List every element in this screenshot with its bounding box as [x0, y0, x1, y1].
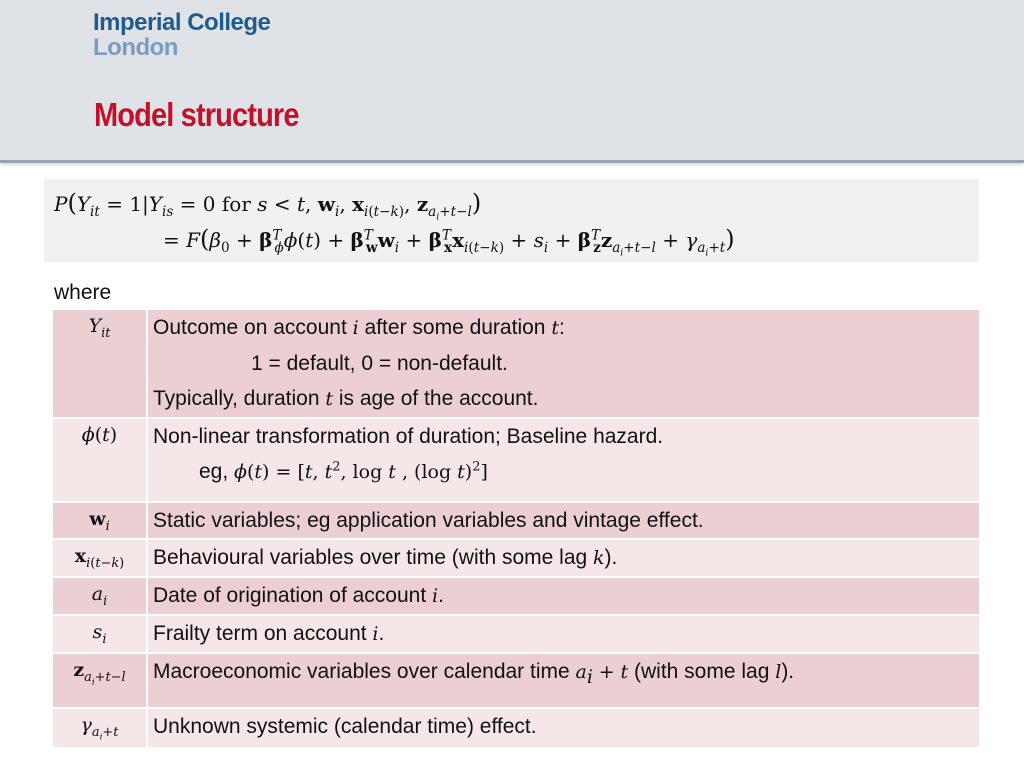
symbol-cell: $x_{i(t-k)}$ — [53, 539, 147, 577]
table-row — [53, 418, 979, 502]
logo-line-2: London — [93, 34, 178, 61]
table-row — [53, 708, 979, 748]
description-cell — [147, 309, 979, 418]
symbol-cell: $a_i$ — [53, 577, 147, 615]
table-row — [53, 653, 979, 708]
symbol-cell: $s_i$ — [53, 615, 147, 653]
definitions-table — [53, 308, 979, 749]
description-cell — [147, 577, 979, 615]
symbol-cell: ϕ(t) — [53, 418, 147, 502]
row-text: Macroeconomic variables over calendar time $a_i + t$ (with some lag l). — [153, 660, 795, 689]
symbol-cell: $w_i$ — [53, 502, 147, 539]
description-cell — [147, 539, 979, 577]
slide-title: Model structure — [94, 96, 299, 133]
imperial-college-logo — [93, 10, 270, 60]
table-row — [53, 539, 979, 577]
row-text: Behavioural variables over time (with some lag k). — [153, 546, 618, 569]
description-cell: Static variables; eg application variables and vintage effect. — [147, 502, 979, 539]
logo-line-1: Imperial College — [93, 9, 271, 36]
description-cell — [147, 418, 979, 502]
slide-header — [0, 0, 1024, 163]
symbol-cell: $\gamma_{a_i+t}$ — [53, 708, 147, 748]
table-row — [53, 502, 979, 539]
row-text: Outcome on account i after some duration t: — [153, 316, 565, 339]
table-row — [53, 615, 979, 653]
description-cell — [147, 653, 979, 708]
row-text: Typically, duration t is age of the account. — [153, 387, 539, 410]
where-label: where — [54, 281, 112, 304]
equation-line-2: = $F(\beta_0 + \beta^T_\phi\phi(t) + \beta^T_ww_i + \beta^T_xx_{i(t-k)} + s_i + \beta^T_zz_{a_i+t-l} + \gamma_{a_i+t})$ — [163, 225, 735, 259]
description-cell — [147, 615, 979, 653]
table-row — [53, 309, 979, 418]
row-text: Date of origination of account i. — [153, 584, 444, 607]
symbol-cell: $Y_{it}$ — [53, 309, 147, 418]
table-row — [53, 577, 979, 615]
equation-line-1: $P(Y_{it} = 1|Y_{is} = 0$ for s < t, $w_i$, $x_{i(t-k)}$, $z_{a_i+t-l}$) — [54, 189, 482, 223]
model-equation — [44, 179, 979, 262]
row-text: eg, ϕ(t) = [t, $t^2$, log t , (log t)$^2$] — [199, 459, 488, 483]
row-text: Non-linear transformation of duration; Baseline hazard. — [153, 425, 664, 448]
symbol-cell: $z_{a_i+t-l}$ — [53, 653, 147, 708]
row-text: 1 = default, 0 = non-default. — [251, 352, 508, 375]
description-cell: Unknown systemic (calendar time) effect. — [147, 708, 979, 748]
row-text: Frailty term on account i. — [153, 622, 385, 645]
